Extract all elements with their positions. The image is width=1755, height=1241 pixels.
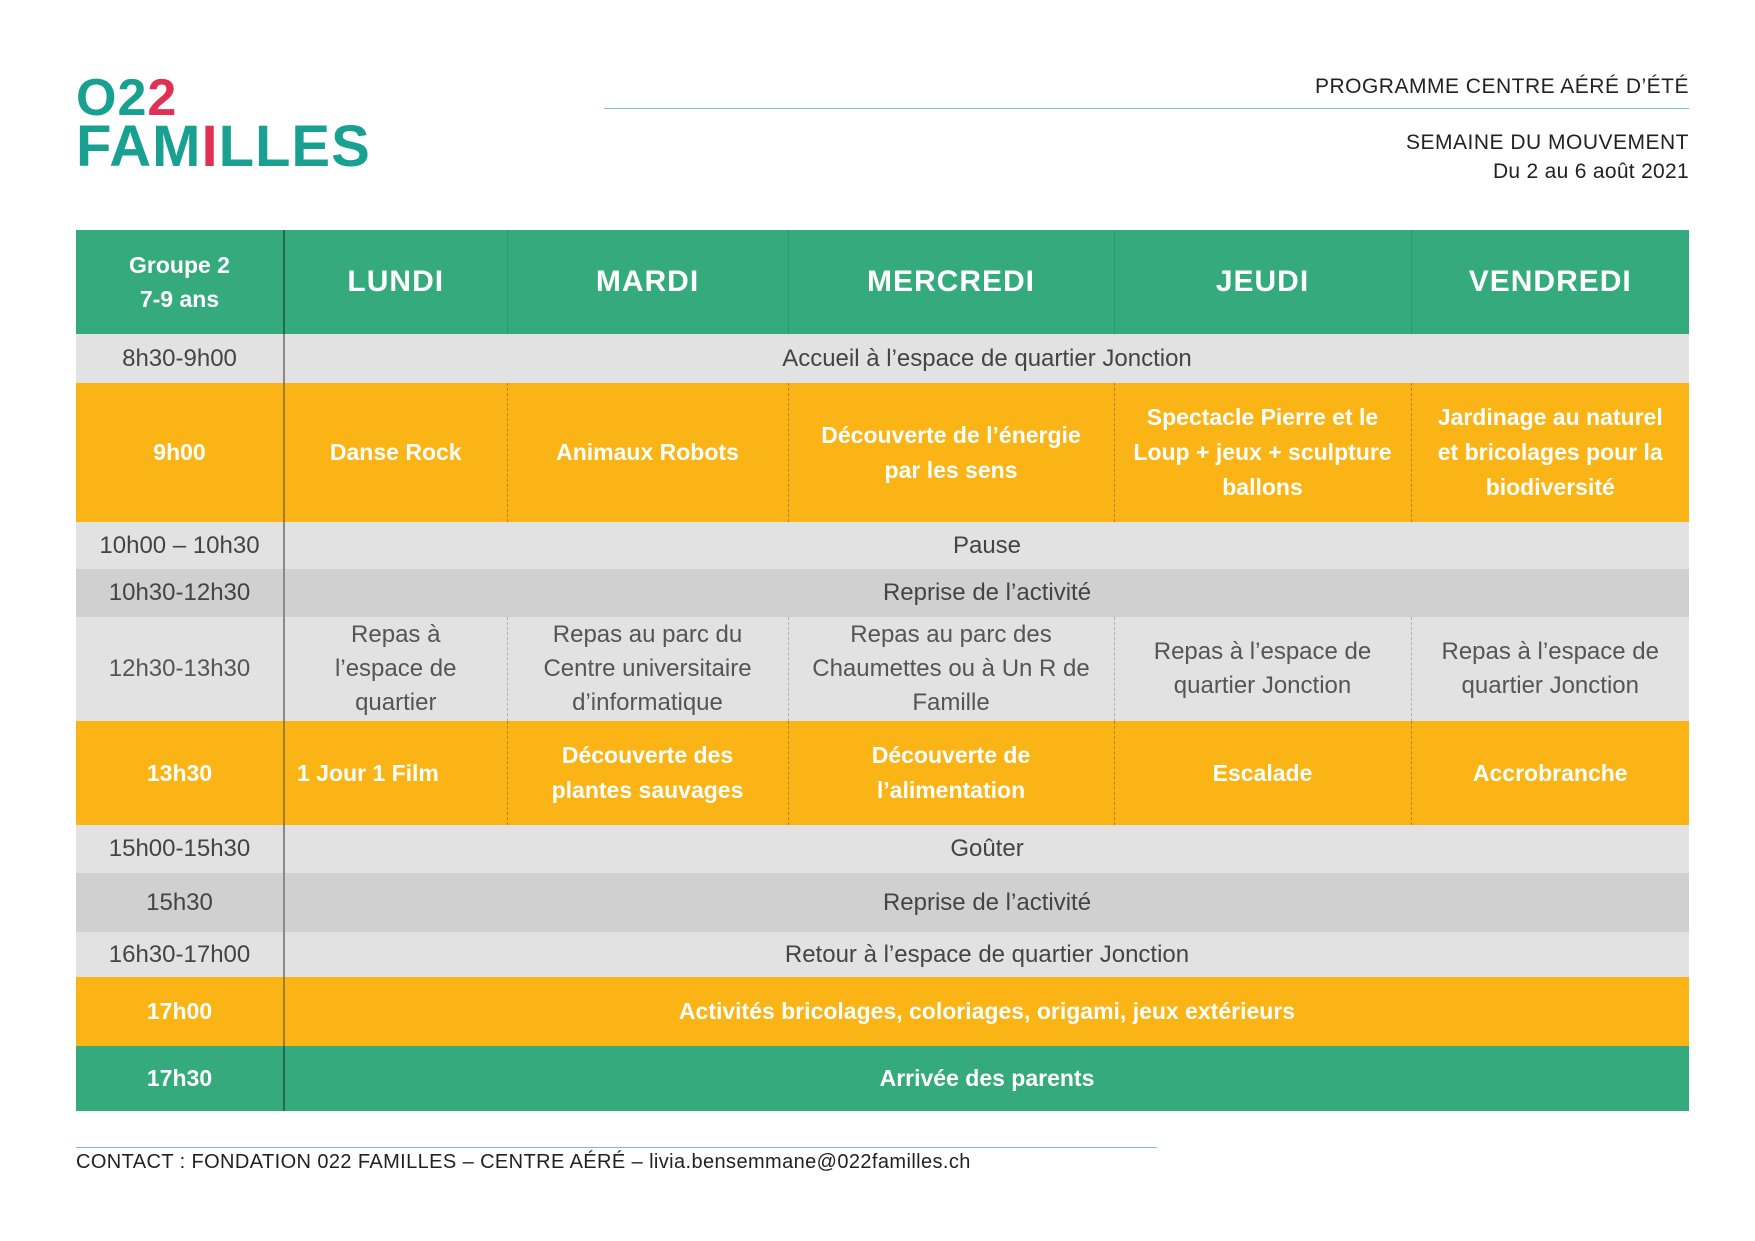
day-header-mardi: MARDI: [507, 230, 788, 334]
activity-cell: Repas à l’espace de quartier: [284, 617, 507, 721]
header-divider: [604, 108, 1689, 109]
activity-cell: Activités bricolages, coloriages, origami, jeux extérieurs: [284, 977, 1689, 1046]
time-cell: 15h30: [76, 873, 284, 932]
activity-cell: Repas au parc des Chaumettes ou à Un R de Famille: [788, 617, 1114, 721]
table-row: [76, 617, 1689, 721]
day-header-vendredi: VENDREDI: [1411, 230, 1689, 334]
activity-cell: Découverte de l’alimentation: [788, 721, 1114, 825]
header-row: [76, 230, 1689, 334]
table-row: [76, 977, 1689, 1046]
table-row: [76, 522, 1689, 569]
activity-cell: Escalade: [1114, 721, 1411, 825]
logo-line-2: FAMILLES: [76, 114, 371, 179]
document-title: PROGRAMME CENTRE AÉRÉ D’ÉTÉ: [1314, 75, 1689, 98]
activity-cell: Animaux Robots: [507, 383, 788, 522]
activity-cell: Repas au parc du Centre universitaire d’informatique: [507, 617, 788, 721]
table-row: [76, 1046, 1689, 1111]
time-cell: 12h30-13h30: [76, 617, 284, 721]
table-row: [76, 873, 1689, 932]
time-cell: 8h30-9h00: [76, 334, 284, 383]
activity-cell: Pause: [284, 522, 1689, 569]
activity-cell: Reprise de l’activité: [284, 873, 1689, 932]
activity-cell: 1 Jour 1 Film: [284, 721, 507, 825]
table-row: [76, 825, 1689, 873]
activity-cell: Découverte de l’énergie par les sens: [788, 383, 1114, 522]
activity-cell: Accrobranche: [1411, 721, 1689, 825]
activity-cell: Repas à l’espace de quartier Jonction: [1411, 617, 1689, 721]
time-cell: 10h30-12h30: [76, 569, 284, 617]
activity-cell: Repas à l’espace de quartier Jonction: [1114, 617, 1411, 721]
table-row: [76, 569, 1689, 617]
activity-cell: Découverte des plantes sauvages: [507, 721, 788, 825]
table-row: [76, 932, 1689, 977]
activity-cell: Goûter: [284, 825, 1689, 873]
time-cell: 15h00-15h30: [76, 825, 284, 873]
activity-cell: Reprise de l’activité: [284, 569, 1689, 617]
time-cell: 17h30: [76, 1046, 284, 1111]
time-cell: 10h00 – 10h30: [76, 522, 284, 569]
activity-cell: Arrivée des parents: [284, 1046, 1689, 1111]
time-cell: 13h30: [76, 721, 284, 825]
day-header-lundi: LUNDI: [284, 230, 507, 334]
footer-divider: [76, 1147, 1157, 1148]
time-cell: 9h00: [76, 383, 284, 522]
activity-cell: Accueil à l’espace de quartier Jonction: [284, 334, 1689, 383]
week-title: SEMAINE DU MOUVEMENT: [1405, 131, 1689, 154]
day-header-jeudi: JEUDI: [1114, 230, 1411, 334]
group-header: Groupe 2 7-9 ans: [76, 230, 284, 334]
time-cell: 16h30-17h00: [76, 932, 284, 977]
logo-line-1: O22: [76, 69, 178, 127]
footer-contact: CONTACT : FONDATION 022 FAMILLES – CENTRE AÉRÉ – livia.bensemmane@022familles.ch: [76, 1151, 971, 1173]
activity-cell: Jardinage au naturel et bricolages pour la biodiversité: [1411, 383, 1689, 522]
table-row: [76, 334, 1689, 383]
brand-logo: [76, 69, 371, 179]
week-dates: Du 2 au 6 août 2021: [1492, 160, 1689, 183]
activity-cell: Danse Rock: [284, 383, 507, 522]
table-row: [76, 383, 1689, 522]
activity-cell: Retour à l’espace de quartier Jonction: [284, 932, 1689, 977]
day-header-mercredi: MERCREDI: [788, 230, 1114, 334]
activity-cell: Spectacle Pierre et le Loup + jeux + sculpture ballons: [1114, 383, 1411, 522]
table-row: [76, 721, 1689, 825]
schedule-table: [76, 230, 1689, 1111]
time-cell: 17h00: [76, 977, 284, 1046]
